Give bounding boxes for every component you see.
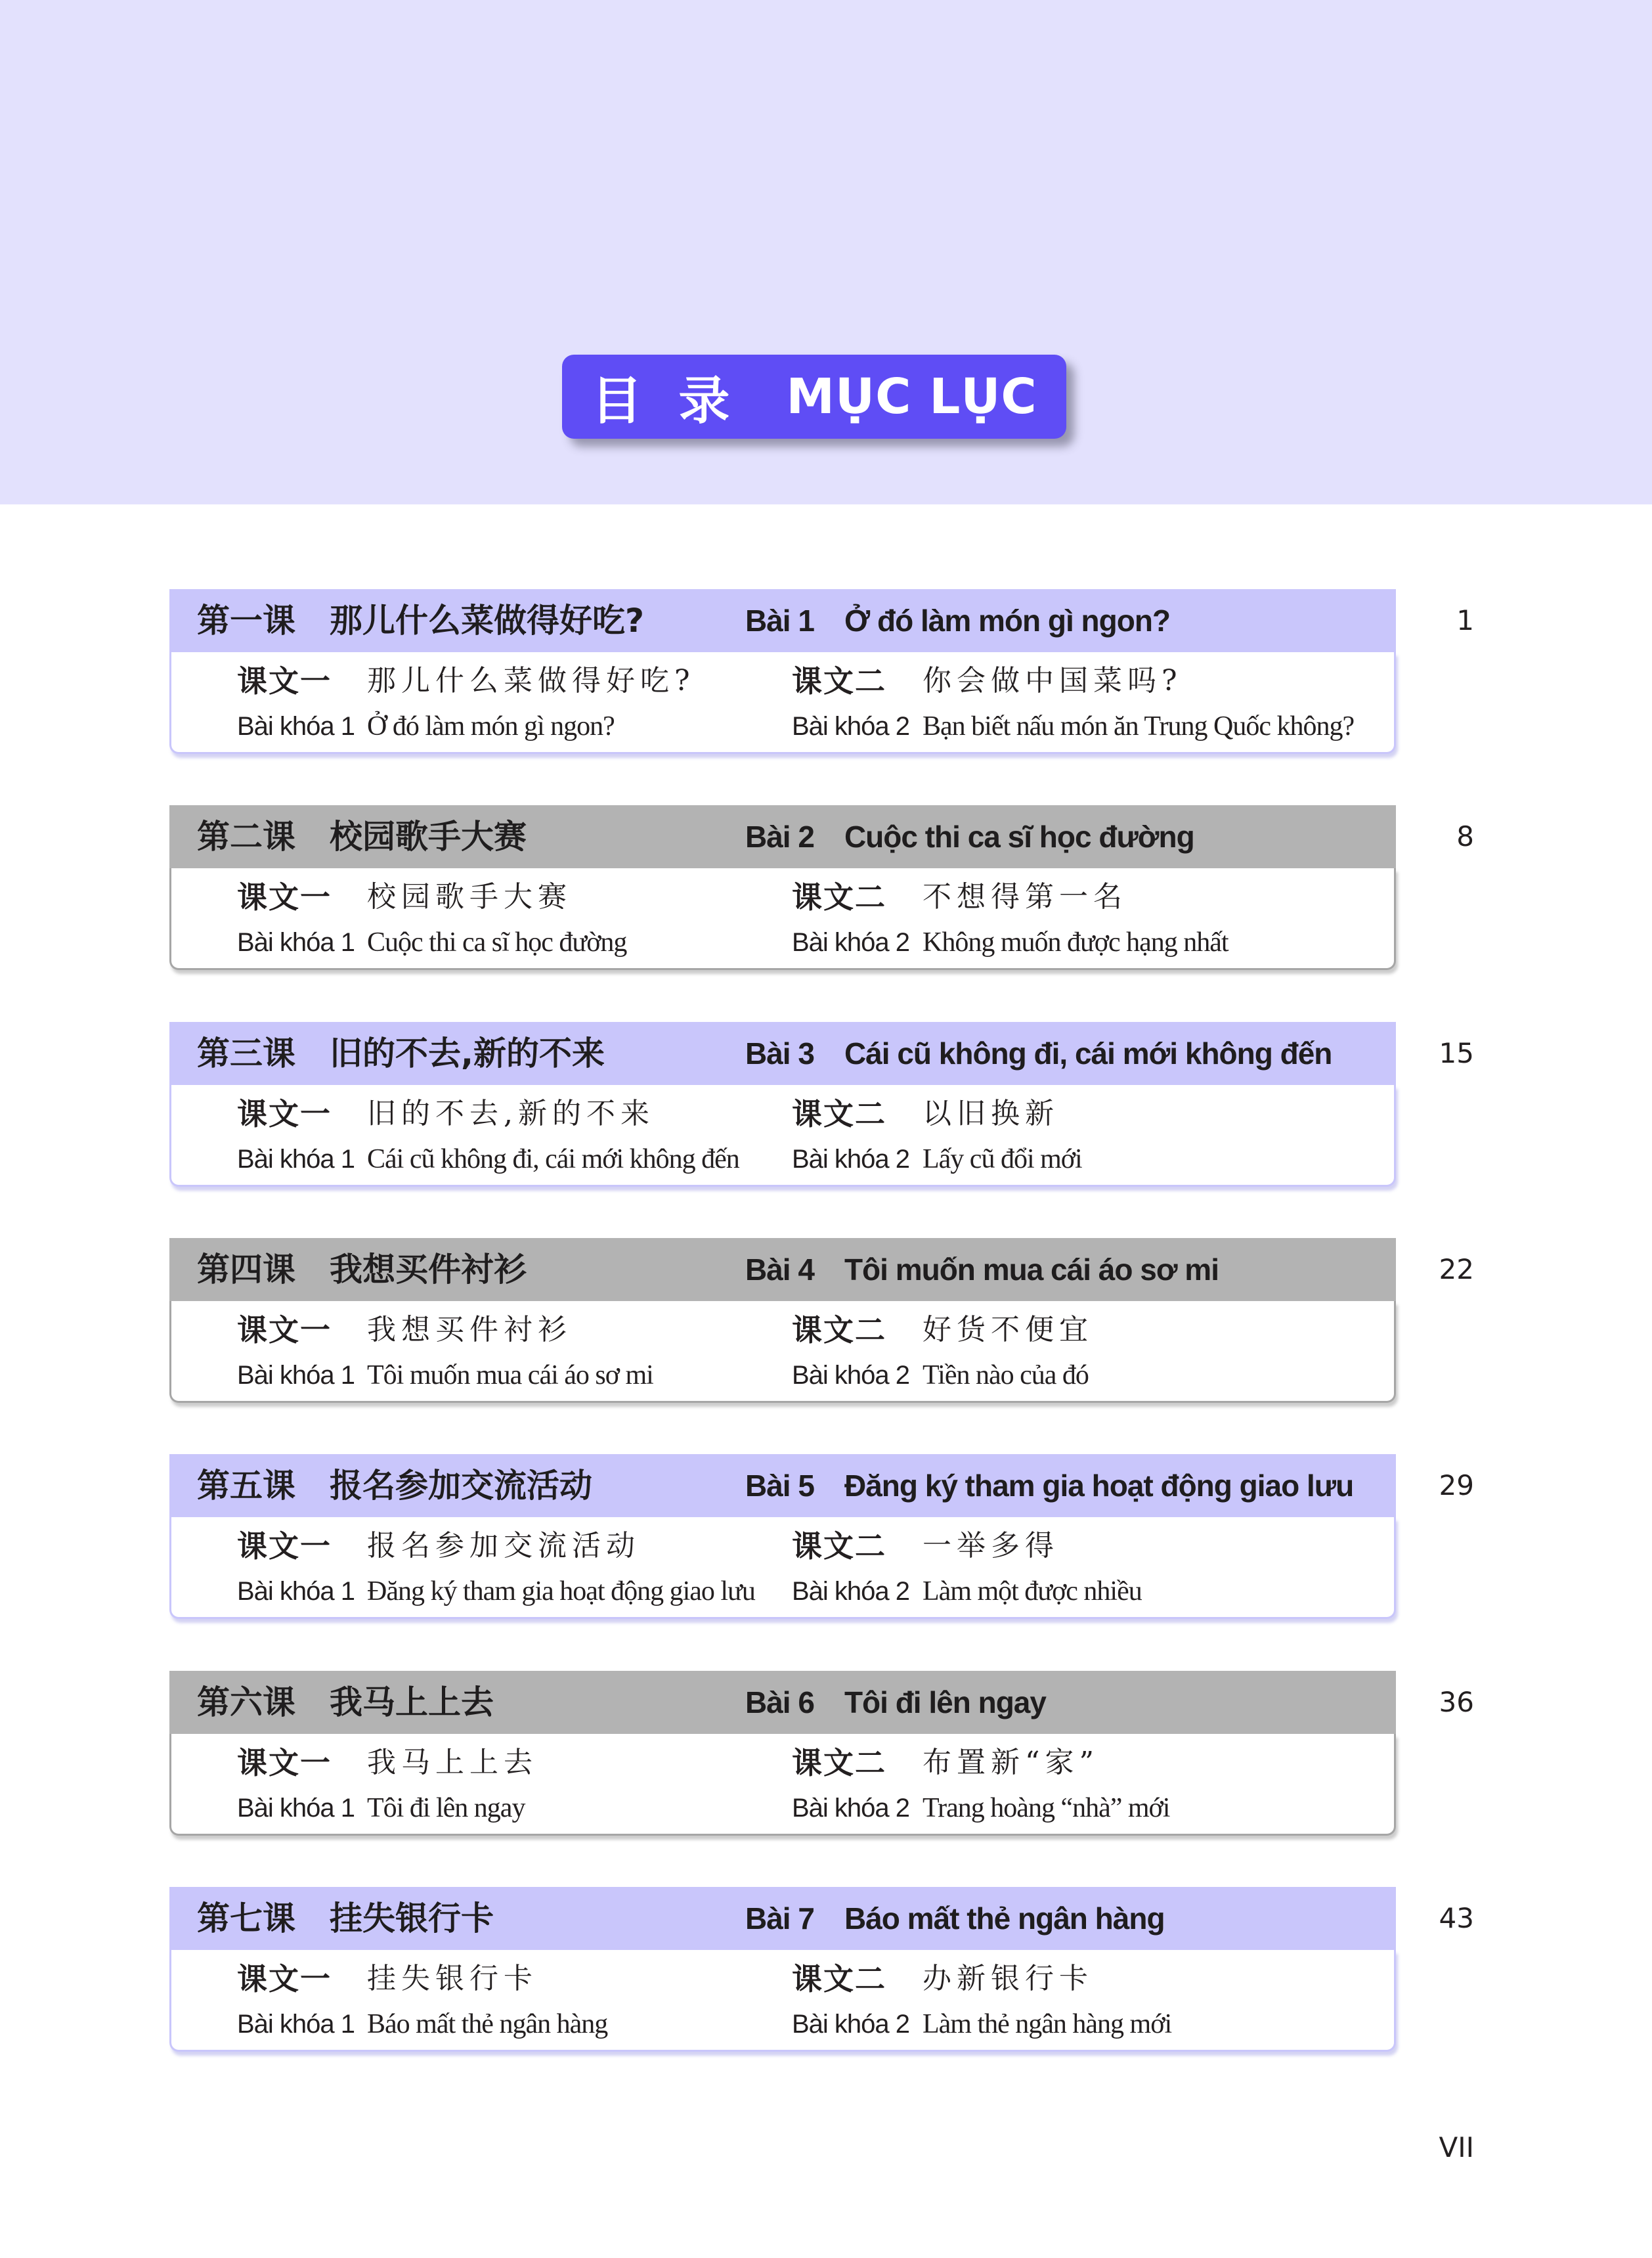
text2-title-vietnamese: Lấy cũ đổi mới <box>923 1144 1082 1174</box>
text1-title-chinese: 报名参加交流活动 <box>367 1529 640 1562</box>
lesson-header <box>169 805 1396 868</box>
text2-title-chinese: 以旧换新 <box>923 1097 1059 1130</box>
lesson-texts <box>169 1950 1396 2052</box>
lesson-title-chinese: 第一课 那儿什么菜做得好吃? <box>197 602 645 640</box>
text2-title-chinese: 你会做中国菜吗? <box>923 664 1183 697</box>
text1-label-vietnamese: Bài khóa 1 <box>237 2010 355 2039</box>
text2-label-chinese: 课文二 <box>792 1312 886 1348</box>
text1-label-chinese: 课文一 <box>237 1096 332 1132</box>
lesson-entry-1[interactable] <box>169 589 1396 760</box>
text2-title-chinese: 好货不便宜 <box>923 1313 1093 1346</box>
text2-label-vietnamese: Bài khóa 2 <box>792 2010 910 2039</box>
lesson-title-vietnamese: Bài 3 Cái cũ không đi, cái mới không đến <box>745 1036 1332 1071</box>
lesson-title-vietnamese: Bài 1 Ở đó làm món gì ngon? <box>745 604 1171 638</box>
page-number: 22 <box>1439 1253 1474 1285</box>
text1-title-chinese: 那儿什么菜做得好吃? <box>367 664 695 697</box>
text2-title-vietnamese: Bạn biết nấu món ăn Trung Quốc không? <box>923 711 1355 742</box>
text2-title-chinese: 布置新“家” <box>923 1746 1099 1779</box>
text2-label-chinese: 课文二 <box>792 1528 886 1564</box>
lesson-title-chinese: 第五课 报名参加交流活动 <box>197 1467 592 1505</box>
text2-title-vietnamese: Làm thẻ ngân hàng mới <box>923 2009 1172 2039</box>
lesson-title-chinese: 第二课 校园歌手大赛 <box>197 818 527 856</box>
text2-label-chinese: 课文二 <box>792 1961 886 1997</box>
lesson-entry-7[interactable] <box>169 1887 1396 2058</box>
page-number: 36 <box>1439 1686 1474 1718</box>
text2-title-vietnamese: Làm một được nhiều <box>923 1576 1142 1606</box>
text1-title-chinese: 我想买件衬衫 <box>367 1313 572 1346</box>
title-chinese: 目 录 <box>591 372 739 431</box>
text1-label-vietnamese: Bài khóa 1 <box>237 1577 355 1606</box>
text2-title-chinese: 一举多得 <box>923 1529 1059 1562</box>
lesson-entry-6[interactable] <box>169 1671 1396 1842</box>
lesson-header <box>169 1671 1396 1734</box>
text2-label-chinese: 课文二 <box>792 663 886 699</box>
text1-title-vietnamese: Tôi muốn mua cái áo sơ mi <box>367 1360 653 1390</box>
text1-label-chinese: 课文一 <box>237 1312 332 1348</box>
text1-title-chinese: 我马上上去 <box>367 1746 538 1779</box>
lesson-texts <box>169 1301 1396 1403</box>
page-number: 29 <box>1439 1469 1474 1501</box>
text2-title-chinese: 办新银行卡 <box>923 1962 1093 1995</box>
text1-label-vietnamese: Bài khóa 1 <box>237 1794 355 1823</box>
text1-title-chinese: 挂失银行卡 <box>367 1962 538 1995</box>
text1-title-vietnamese: Tôi đi lên ngay <box>367 1793 525 1823</box>
text1-label-vietnamese: Bài khóa 1 <box>237 1361 355 1390</box>
lesson-title-vietnamese: Bài 7 Báo mất thẻ ngân hàng <box>745 1901 1165 1936</box>
text1-label-chinese: 课文一 <box>237 663 332 699</box>
lesson-title-chinese: 第六课 我马上上去 <box>197 1683 494 1721</box>
lesson-title-chinese: 第七课 挂失银行卡 <box>197 1899 494 1937</box>
lesson-title-vietnamese: Bài 5 Đăng ký tham gia hoạt động giao lưu <box>745 1469 1354 1503</box>
lesson-texts <box>169 1085 1396 1187</box>
text2-label-vietnamese: Bài khóa 2 <box>792 928 910 957</box>
text2-title-vietnamese: Không muốn được hạng nhất <box>923 927 1228 958</box>
lesson-header <box>169 1887 1396 1950</box>
lesson-texts <box>169 652 1396 754</box>
text1-title-vietnamese: Cái cũ không đi, cái mới không đến <box>367 1144 739 1174</box>
folio-page-number: VII <box>1439 2131 1474 2163</box>
text1-title-vietnamese: Cuộc thi ca sĩ học đường <box>367 927 627 958</box>
lesson-title-vietnamese: Bài 4 Tôi muốn mua cái áo sơ mi <box>745 1252 1219 1287</box>
text1-title-vietnamese: Ở đó làm món gì ngon? <box>367 711 615 742</box>
lesson-header <box>169 1238 1396 1301</box>
lesson-texts <box>169 868 1396 970</box>
text2-title-chinese: 不想得第一名 <box>923 880 1127 914</box>
text2-label-chinese: 课文二 <box>792 1096 886 1132</box>
text1-title-chinese: 旧的不去,新的不来 <box>367 1097 655 1130</box>
title-vietnamese: MỤC LỤC <box>786 368 1037 425</box>
text1-label-chinese: 课文一 <box>237 1745 332 1781</box>
text2-label-chinese: 课文二 <box>792 1745 886 1781</box>
text1-label-vietnamese: Bài khóa 1 <box>237 928 355 957</box>
text2-label-vietnamese: Bài khóa 2 <box>792 1577 910 1606</box>
text1-label-chinese: 课文一 <box>237 1961 332 1997</box>
text1-label-chinese: 课文一 <box>237 1528 332 1564</box>
page-number: 8 <box>1456 820 1474 852</box>
text1-title-chinese: 校园歌手大赛 <box>367 880 572 914</box>
lesson-header <box>169 1022 1396 1085</box>
lesson-entry-5[interactable] <box>169 1454 1396 1625</box>
text2-label-vietnamese: Bài khóa 2 <box>792 1361 910 1390</box>
lesson-entry-4[interactable] <box>169 1238 1396 1409</box>
lesson-entry-3[interactable] <box>169 1022 1396 1193</box>
text2-title-vietnamese: Trang hoàng “nhà” mới <box>923 1793 1170 1823</box>
page-title <box>562 355 1066 439</box>
lesson-entry-2[interactable] <box>169 805 1396 976</box>
lesson-title-vietnamese: Bài 2 Cuộc thi ca sĩ học đường <box>745 820 1194 854</box>
text2-title-vietnamese: Tiền nào của đó <box>923 1360 1089 1390</box>
lesson-texts <box>169 1734 1396 1836</box>
page-number: 43 <box>1439 1902 1474 1934</box>
page-number: 1 <box>1456 604 1474 636</box>
page-number: 15 <box>1439 1037 1474 1069</box>
text2-label-vietnamese: Bài khóa 2 <box>792 712 910 741</box>
lesson-texts <box>169 1517 1396 1619</box>
text2-label-vietnamese: Bài khóa 2 <box>792 1145 910 1174</box>
text2-label-chinese: 课文二 <box>792 879 886 915</box>
lesson-title-chinese: 第三课 旧的不去,新的不来 <box>197 1034 605 1073</box>
lesson-header <box>169 1454 1396 1517</box>
text1-title-vietnamese: Đăng ký tham gia hoạt động giao lưu <box>367 1576 755 1606</box>
lesson-title-vietnamese: Bài 6 Tôi đi lên ngay <box>745 1685 1046 1719</box>
text2-label-vietnamese: Bài khóa 2 <box>792 1794 910 1823</box>
text1-label-vietnamese: Bài khóa 1 <box>237 1145 355 1174</box>
lesson-title-chinese: 第四课 我想买件衬衫 <box>197 1251 527 1289</box>
lesson-header <box>169 589 1396 652</box>
text1-label-chinese: 课文一 <box>237 879 332 915</box>
text1-title-vietnamese: Báo mất thẻ ngân hàng <box>367 2009 608 2039</box>
text1-label-vietnamese: Bài khóa 1 <box>237 712 355 741</box>
